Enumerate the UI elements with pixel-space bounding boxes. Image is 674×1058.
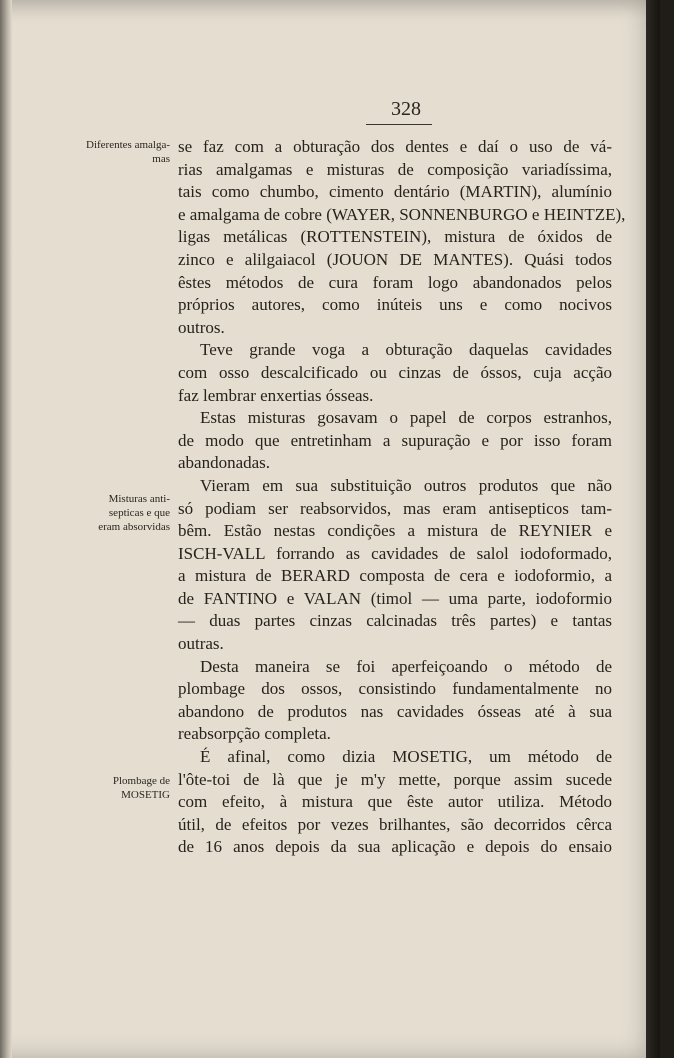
text-line: de FANTINO e VALAN (timol — uma parte, iodoformio	[178, 588, 612, 608]
text-line: ligas metálicas (ROTTENSTEIN), mistura de óxidos de	[178, 227, 612, 247]
text-line: de modo que entretinham a supuração e por isso foram	[178, 430, 612, 450]
text-line: com efeito, à mistura que êste autor utiliza. Método	[178, 792, 612, 812]
text-line: faz lembrar enxertias ósseas.	[178, 385, 374, 405]
text-line: êstes métodos de cura foram logo abandonados pelos	[178, 272, 612, 292]
text-line: útil, de efeitos por vezes brilhantes, são decorridos cêrca	[178, 814, 612, 834]
text-line: com osso descalcificado ou cinzas de óssos, cuja acção	[178, 362, 612, 382]
text-line: outros.	[178, 317, 225, 337]
margin-note-plombage: Plombage de MOSETIG	[112, 775, 170, 801]
text-line: É afinal, como dizia MOSETIG, um método de	[200, 747, 612, 767]
text-line: reabsorpção completa.	[178, 724, 331, 744]
text-line: Vieram em sua substituição outros produtos que não	[200, 475, 612, 495]
text-line: só podiam ser reabsorvidos, mas eram antisepticos tam-	[178, 498, 612, 518]
text-line: abandonadas.	[178, 453, 271, 473]
page-number-rule	[366, 124, 432, 125]
margin-note-amalgamas: Diferentes amalga- mas	[86, 139, 170, 165]
text-line: de 16 anos depois da sua aplicação e depois do ensaio	[178, 837, 612, 857]
text-line: outras.	[178, 634, 224, 654]
text-line: l'ôte-toi de là que je m'y mette, porque assim sucede	[178, 769, 612, 789]
text-line: e amalgama de cobre (WAYER, SONNENBURGO e HEINTZE),	[178, 204, 626, 224]
text-line: se faz com a obturação dos dentes e daí o uso de vá-	[178, 137, 612, 156]
text-line: próprios autores, como inúteis uns e como nocivos	[178, 295, 612, 315]
text-line: zinco e alilgaiacol (JOUON DE MANTES). Quási todos	[178, 249, 612, 269]
text-line: ISCH-VALL forrando as cavidades de salol iodoformado,	[178, 543, 612, 563]
page-gutter-shadow	[0, 0, 12, 1058]
body-text	[178, 136, 626, 859]
page-number: 328	[391, 98, 421, 120]
margin-note-misturas: Misturas anti- septicas e que eram absorvidas	[98, 493, 170, 533]
text-line: tais como chumbo, cimento dentário (MARTIN), alumínio	[178, 182, 612, 202]
text-line: rias amalgamas e misturas de composição variadíssima,	[178, 159, 612, 179]
text-line: Desta maneira se foi aperfeiçoando o método de	[200, 656, 612, 676]
text-line: Teve grande voga a obturação daquelas cavidades	[200, 340, 612, 360]
page-edge	[646, 0, 660, 1058]
text-line: abandono de produtos nas cavidades ósseas até à sua	[178, 701, 612, 721]
text-line: bêm. Estão nestas condições a mistura de REYNIER e	[178, 521, 612, 541]
text-line: — duas partes cinzas calcinadas três partes) e tantas	[178, 611, 612, 631]
text-line: Estas misturas gosavam o papel de corpos estranhos,	[200, 408, 612, 428]
text-line: a mistura de BERARD composta de cera e iodoformio, a	[178, 566, 612, 586]
text-line: plombage dos ossos, consistindo fundamentalmente no	[178, 679, 612, 699]
